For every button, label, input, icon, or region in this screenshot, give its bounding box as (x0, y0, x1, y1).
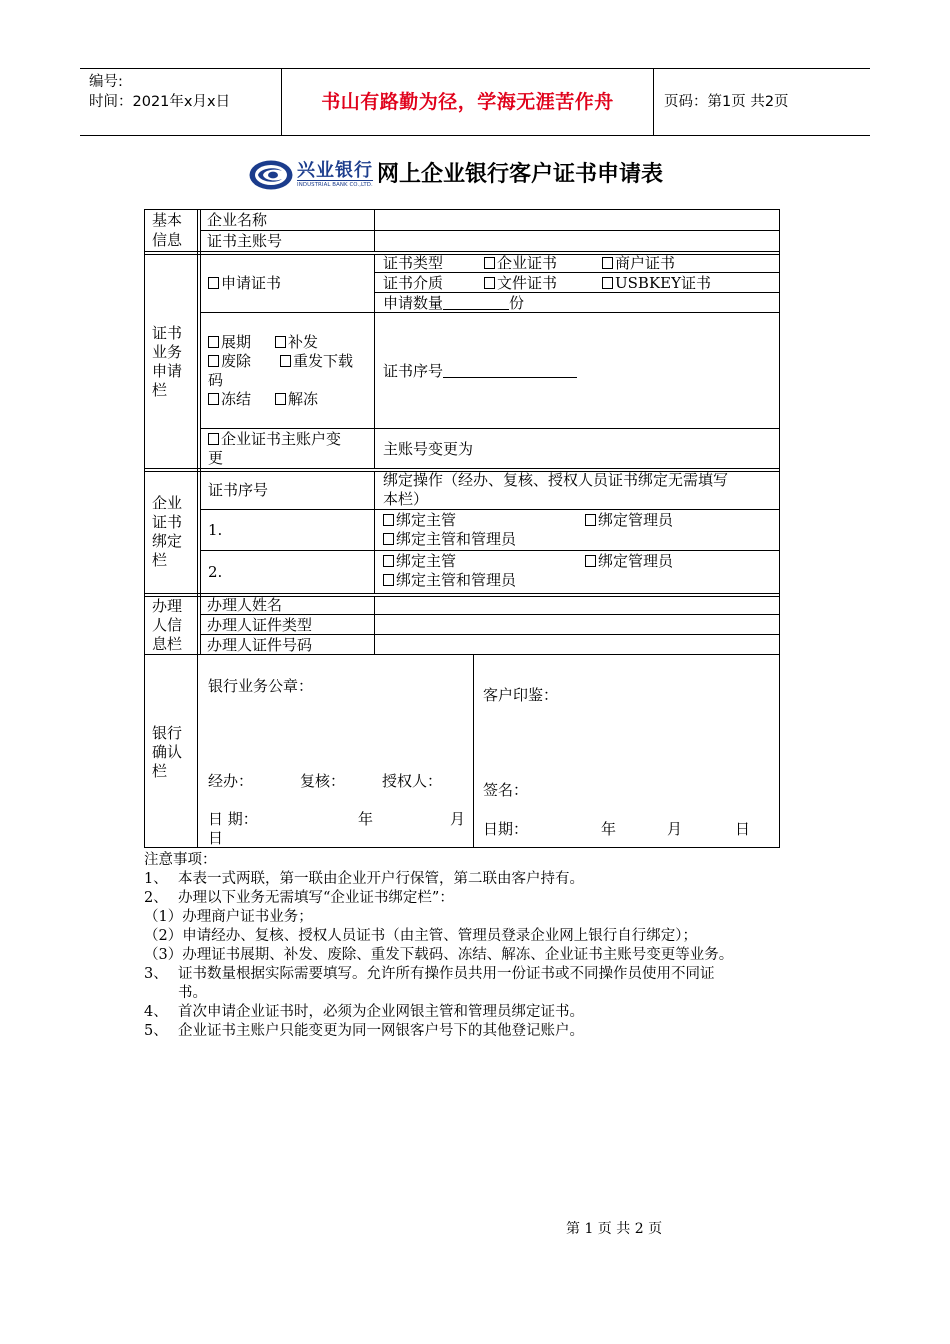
cert-type-label: 证书类型 (383, 254, 444, 272)
binding-row-1-num: 1. (208, 521, 223, 539)
business-label-2: 业务 (152, 343, 183, 361)
section-divider (144, 468, 780, 469)
note-item: 2、 办理以下业务无需填写“企业证书绑定栏”： (144, 890, 454, 906)
customer-date-label: 日期： (483, 820, 529, 838)
checkbox[interactable] (275, 393, 286, 405)
qty-field[interactable] (443, 309, 509, 310)
label-col-divider (197, 655, 198, 848)
account-change-option-cont: 更 (208, 449, 224, 467)
time-label: 时间：2021年x月x日 (89, 94, 231, 110)
col-line (374, 254, 375, 469)
basic-label-2: 信息 (152, 231, 183, 249)
company-name-label: 企业名称 (207, 211, 268, 229)
cert-serial-row: 证书序号 (383, 362, 577, 382)
authorized-by-label: 授权人： (382, 772, 443, 790)
bank-name-cn: 兴业银行 (297, 160, 373, 181)
extend-option[interactable]: 展期 (208, 333, 251, 353)
table-border-left (144, 209, 145, 848)
checkbox[interactable] (383, 533, 394, 545)
handler-id-type-label: 办理人证件类型 (207, 616, 313, 634)
label-col-divider (200, 209, 201, 655)
note-subitem: （2）申请经办、复核、授权人员证书（由主管、管理员登录企业网上银行自行绑定）； (144, 928, 697, 944)
bind-supervisor-option[interactable]: 绑定主管 (383, 552, 456, 572)
customer-date-year: 年 (601, 820, 617, 838)
handler-label-3: 息栏 (152, 635, 183, 653)
customer-date-day: 日 (735, 820, 751, 838)
binding-serial-header: 证书序号 (208, 481, 269, 499)
note-item: 4、 首次申请企业证书时，必须为企业网银主管和管理员绑定证书。 (144, 1004, 584, 1020)
checkbox[interactable] (275, 336, 286, 348)
main-account-label: 证书主账号 (207, 232, 283, 250)
row-line (200, 428, 780, 429)
checkbox[interactable] (280, 355, 291, 367)
row-line (200, 550, 780, 551)
signature-label: 签名： (483, 781, 529, 799)
handler-label-1: 办理 (152, 597, 183, 615)
merchant-cert-option[interactable]: 商户证书 (602, 254, 675, 274)
checkbox[interactable] (602, 257, 613, 269)
table-border-bottom (144, 847, 780, 848)
checkbox[interactable] (484, 257, 495, 269)
row-line (200, 509, 780, 510)
note-subitem: （1）办理商户证书业务； (144, 909, 313, 925)
reviewed-by-label: 复核： (300, 772, 346, 790)
binding-label-3: 绑定 (152, 532, 183, 550)
bind-admin-option[interactable]: 绑定管理员 (585, 552, 673, 572)
note-item-cont: 书。 (178, 985, 207, 1001)
checkbox[interactable] (585, 514, 596, 526)
section-divider (144, 254, 780, 255)
freeze-option[interactable]: 冻结 (208, 390, 251, 410)
col-line (374, 209, 375, 252)
binding-op-header-cont: 本栏） (383, 490, 429, 508)
checkbox[interactable] (208, 277, 219, 289)
motto-text: 书山有路勤为径，学海无涯苦作舟 (321, 90, 614, 113)
bank-date-month: 月 (450, 810, 466, 828)
note-item: 1、 本表一式两联，第一联由企业开户行保管，第二联由客户持有。 (144, 871, 584, 887)
redownload-option-cont: 码 (208, 371, 224, 389)
cert-medium-label: 证书介质 (383, 274, 444, 292)
notes-title: 注意事项： (144, 852, 217, 868)
unfreeze-option[interactable]: 解冻 (275, 390, 318, 410)
binding-label-1: 企业 (152, 494, 183, 512)
note-item: 3、 证书数量根据实际需要填写。允许所有操作员共用一份证书或不同操作员使用不同证 (144, 966, 715, 982)
handler-id-number-label: 办理人证件号码 (207, 636, 313, 654)
number-label: 编号: (89, 74, 123, 90)
note-subitem: （3）办理证书展期、补发、废除、重发下载码、冻结、解冻、企业证书主账号变更等业务。 (144, 947, 734, 963)
checkbox[interactable] (208, 393, 219, 405)
handler-label-2: 人信 (152, 616, 183, 634)
bind-both-option[interactable]: 绑定主管和管理员 (383, 571, 516, 591)
checkbox[interactable] (484, 277, 495, 289)
checkbox[interactable] (383, 514, 394, 526)
checkbox[interactable] (208, 355, 219, 367)
handled-by-label: 经办： (208, 772, 254, 790)
col-line (374, 471, 375, 594)
account-change-option[interactable]: 企业证书主账户变 (208, 430, 341, 450)
bank-date-year: 年 (358, 810, 374, 828)
checkbox[interactable] (585, 555, 596, 567)
checkbox[interactable] (208, 433, 219, 445)
binding-label-4: 栏 (152, 551, 168, 569)
customer-date-month: 月 (667, 820, 683, 838)
bind-both-option[interactable]: 绑定主管和管理员 (383, 530, 516, 550)
checkbox[interactable] (602, 277, 613, 289)
checkbox[interactable] (208, 336, 219, 348)
note-item: 5、 企业证书主账户只能变更为同一网银客户号下的其他登记账户。 (144, 1023, 584, 1039)
col-line (374, 596, 375, 655)
bind-admin-option[interactable]: 绑定管理员 (585, 511, 673, 531)
checkbox[interactable] (383, 574, 394, 586)
table-border-right (779, 209, 780, 848)
bank-date-label: 日 期： (208, 810, 258, 828)
business-label-3: 申请 (152, 362, 183, 380)
col-line (473, 655, 474, 848)
bank-seal-label: 银行业务公章： (208, 677, 314, 695)
account-change-to-label: 主账号变更为 (383, 440, 474, 458)
page-info-text: 页码：第1页 共2页 (664, 93, 789, 110)
file-cert-option[interactable]: 文件证书 (484, 274, 557, 294)
bank-label-3: 栏 (152, 762, 168, 780)
usbkey-cert-option[interactable]: USBKEY证书 (602, 274, 711, 294)
business-label-1: 证书 (152, 324, 183, 342)
row-line (200, 614, 780, 615)
binding-row-2-num: 2. (208, 563, 223, 581)
reissue-option[interactable]: 补发 (275, 333, 318, 353)
basic-label-1: 基本 (152, 211, 183, 229)
apply-qty-row: 申请数量 份 (383, 294, 525, 312)
binding-label-2: 证书 (152, 513, 183, 531)
bind-supervisor-option[interactable]: 绑定主管 (383, 511, 456, 531)
form-title: 网上企业银行客户证书申请表 (377, 161, 664, 187)
table-border-top (144, 209, 780, 210)
bank-date-day: 日 (208, 829, 224, 847)
business-label-4: 栏 (152, 381, 168, 399)
section-divider (144, 593, 780, 594)
notes-section (144, 851, 834, 1041)
bank-name-en: INDUSTRIAL BANK CO.,LTD. (297, 182, 373, 188)
redownload-option[interactable]: 重发下载 (280, 352, 353, 372)
binding-op-header: 绑定操作（经办、复核、授权人员证书绑定无需填写 (383, 471, 729, 489)
apply-cert-option[interactable]: 申请证书 (208, 274, 281, 294)
page-footer: 第 1 页 共 2 页 (566, 1221, 663, 1237)
customer-seal-label: 客户印鉴： (483, 686, 559, 704)
revoke-option[interactable]: 废除 (208, 352, 251, 372)
enterprise-cert-option[interactable]: 企业证书 (484, 254, 557, 274)
bank-label-2: 确认 (152, 743, 183, 761)
bank-label-1: 银行 (152, 724, 183, 742)
row-line (200, 230, 780, 231)
checkbox[interactable] (383, 555, 394, 567)
cert-serial-field[interactable] (443, 377, 577, 378)
label-col-divider (197, 209, 198, 655)
handler-name-label: 办理人姓名 (207, 596, 283, 614)
